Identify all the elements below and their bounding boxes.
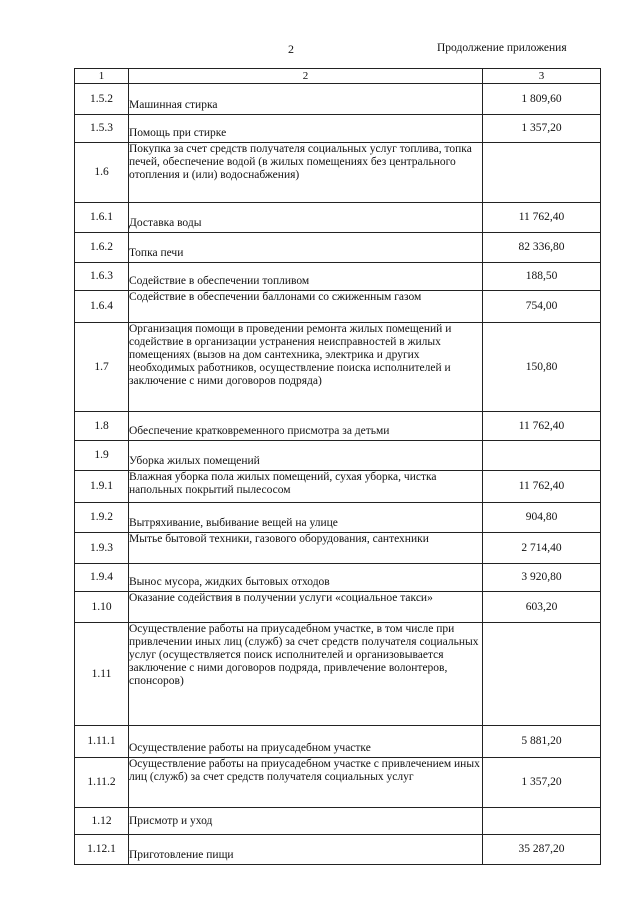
row-service-name: Покупка за счет средств получателя социальных услуг топлива, топка печей, обеспечение водой (в жилых помещениях без центрального отопления и (или) водоснабжения) xyxy=(129,143,483,203)
row-price: 754,00 xyxy=(483,291,601,323)
row-service-name: Влажная уборка пола жилых помещений, сухая уборка, чистка напольных покрытий пылесосом xyxy=(129,471,483,503)
row-service-name: Топка печи xyxy=(129,233,483,263)
table-row xyxy=(75,623,601,726)
row-service-name: Доставка воды xyxy=(129,203,483,233)
row-service-name: Помощь при стирке xyxy=(129,115,483,143)
row-price: 3 920,80 xyxy=(483,564,601,592)
row-code: 1.10 xyxy=(75,592,129,623)
row-code: 1.6.4 xyxy=(75,291,129,323)
row-service-name: Организация помощи в проведении ремонта жилых помещений и содействие в организации устранения неисправностей в жилых помещениях (вызов на дом сантехника, электрика и других необходимых работников, осуществление поиска исполнителей и заключение с ними договоров подряда) xyxy=(129,323,483,412)
row-code: 1.8 xyxy=(75,412,129,441)
column-header-3: 3 xyxy=(483,69,601,84)
row-price: 82 336,80 xyxy=(483,233,601,263)
table-row xyxy=(75,564,601,592)
row-service-name: Вытряхивание, выбивание вещей на улице xyxy=(129,503,483,533)
row-code: 1.6.3 xyxy=(75,263,129,291)
row-code: 1.9 xyxy=(75,441,129,471)
row-code: 1.11 xyxy=(75,623,129,726)
row-code: 1.11.1 xyxy=(75,726,129,758)
table-row xyxy=(75,533,601,564)
row-code: 1.11.2 xyxy=(75,758,129,808)
table-row xyxy=(75,115,601,143)
row-code: 1.9.1 xyxy=(75,471,129,503)
row-code: 1.5.3 xyxy=(75,115,129,143)
row-price xyxy=(483,808,601,835)
page-number: 2 xyxy=(288,42,294,56)
table-row xyxy=(75,323,601,412)
row-code: 1.7 xyxy=(75,323,129,412)
table-row xyxy=(75,808,601,835)
table-header-row xyxy=(75,69,601,84)
row-price: 35 287,20 xyxy=(483,835,601,865)
row-service-name: Машинная стирка xyxy=(129,84,483,115)
table-row xyxy=(75,592,601,623)
row-price: 11 762,40 xyxy=(483,203,601,233)
row-service-name: Содействие в обеспечении топливом xyxy=(129,263,483,291)
row-service-name: Присмотр и уход xyxy=(129,808,483,835)
table-row xyxy=(75,263,601,291)
row-code: 1.9.3 xyxy=(75,533,129,564)
row-service-name: Осуществление работы на приусадебном участке xyxy=(129,726,483,758)
row-price: 603,20 xyxy=(483,592,601,623)
row-service-name: Содействие в обеспечении баллонами со сжиженным газом xyxy=(129,291,483,323)
row-price: 5 881,20 xyxy=(483,726,601,758)
row-price xyxy=(483,441,601,471)
table-row xyxy=(75,84,601,115)
row-code: 1.6.1 xyxy=(75,203,129,233)
table-row xyxy=(75,441,601,471)
row-price: 1 357,20 xyxy=(483,115,601,143)
row-price xyxy=(483,143,601,203)
row-service-name: Уборка жилых помещений xyxy=(129,441,483,471)
row-price: 1 357,20 xyxy=(483,758,601,808)
table-row xyxy=(75,203,601,233)
row-code: 1.5.2 xyxy=(75,84,129,115)
row-service-name: Приготовление пищи xyxy=(129,835,483,865)
row-service-name: Оказание содействия в получении услуги «социальное такси» xyxy=(129,592,483,623)
table-row xyxy=(75,471,601,503)
row-code: 1.12 xyxy=(75,808,129,835)
row-price: 11 762,40 xyxy=(483,471,601,503)
column-header-2: 2 xyxy=(129,69,483,84)
row-price: 2 714,40 xyxy=(483,533,601,564)
row-code: 1.9.4 xyxy=(75,564,129,592)
table-row xyxy=(75,233,601,263)
continuation-caption: Продолжение приложения xyxy=(437,42,567,54)
row-code: 1.6.2 xyxy=(75,233,129,263)
row-service-name: Осуществление работы на приусадебном участке, в том числе при привлечении иных лиц (служб) за счет средств получателя социальных услуг (осуществляется поиск исполнителей и организовывается заключение с ними договоров подряда, привлечение волонтеров, спонсоров) xyxy=(129,623,483,726)
column-header-1: 1 xyxy=(75,69,129,84)
table-row xyxy=(75,412,601,441)
row-service-name: Обеспечение кратковременного присмотра за детьми xyxy=(129,412,483,441)
row-price: 11 762,40 xyxy=(483,412,601,441)
row-price: 904,80 xyxy=(483,503,601,533)
row-price: 150,80 xyxy=(483,323,601,412)
services-table xyxy=(74,68,601,865)
table-row xyxy=(75,835,601,865)
table-row xyxy=(75,726,601,758)
row-code: 1.9.2 xyxy=(75,503,129,533)
row-service-name: Вынос мусора, жидких бытовых отходов xyxy=(129,564,483,592)
row-service-name: Мытье бытовой техники, газового оборудования, сантехники xyxy=(129,533,483,564)
table-row xyxy=(75,291,601,323)
row-price xyxy=(483,623,601,726)
row-price: 188,50 xyxy=(483,263,601,291)
row-price: 1 809,60 xyxy=(483,84,601,115)
row-service-name: Осуществление работы на приусадебном участке с привлечением иных лиц (служб) за счет средств получателя социальных услуг xyxy=(129,758,483,808)
table-row xyxy=(75,143,601,203)
row-code: 1.12.1 xyxy=(75,835,129,865)
table-row xyxy=(75,503,601,533)
table-row xyxy=(75,758,601,808)
row-code: 1.6 xyxy=(75,143,129,203)
